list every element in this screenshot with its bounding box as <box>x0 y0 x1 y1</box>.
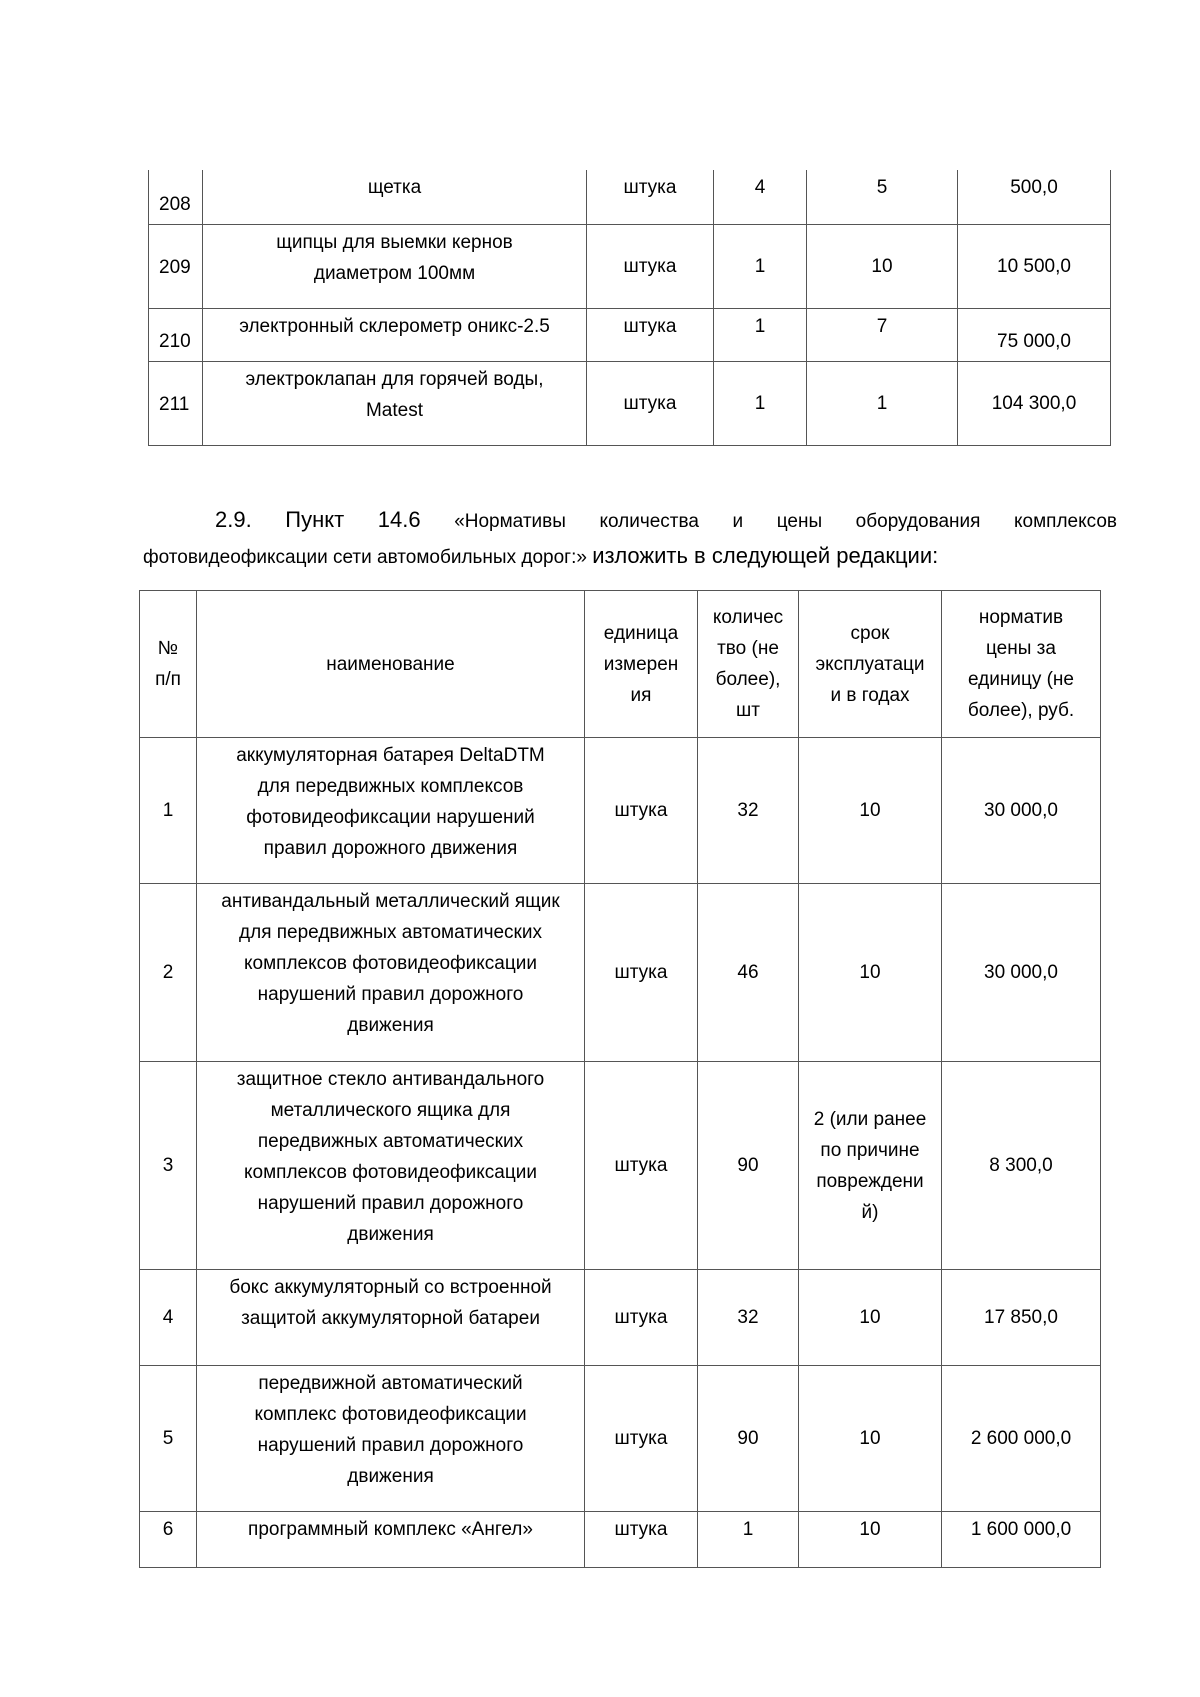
table-header-row <box>140 591 1101 738</box>
item-name <box>197 1270 585 1366</box>
item-qty: 1 <box>714 308 807 361</box>
name-line: комплекс фотовидеофиксации <box>254 1404 527 1425</box>
item-unit: штука <box>585 1270 698 1366</box>
item-qty: 90 <box>698 1366 799 1512</box>
table-row <box>140 738 1101 884</box>
table-row <box>149 361 1111 445</box>
name-line: антивандальный металлический ящик <box>221 891 560 912</box>
row-number: 3 <box>140 1062 197 1270</box>
row-number: 2 <box>140 884 197 1062</box>
header-line: ия <box>630 684 652 706</box>
name-line: комплексов фотовидеофиксации <box>244 953 537 974</box>
name-line: передвижных автоматических <box>257 1131 524 1152</box>
item-unit: штука <box>587 361 714 445</box>
term-line: 2 (или ранее <box>813 1108 927 1130</box>
item-name <box>203 308 587 361</box>
item-qty: 1 <box>714 224 807 308</box>
term-line: 10 <box>859 800 881 821</box>
item-price: 500,0 <box>958 170 1111 224</box>
header-name <box>197 591 585 738</box>
table-row <box>149 224 1111 308</box>
item-unit: штука <box>585 1062 698 1270</box>
previous-items-table <box>148 170 1111 446</box>
row-number: 1 <box>140 738 197 884</box>
item-unit: штука <box>585 1512 698 1568</box>
header-line: количес <box>712 607 784 628</box>
name-line: для передвижных комплексов <box>257 776 524 797</box>
item-unit: штука <box>587 224 714 308</box>
item-qty: 90 <box>698 1062 799 1270</box>
previous-items-body <box>149 170 1111 445</box>
term-line: 10 <box>859 1519 881 1540</box>
name-line: защитное стекло антивандального <box>236 1069 545 1090</box>
paragraph-punkt-number: 14.6 <box>377 507 421 532</box>
header-line: единицу (не <box>967 669 1074 690</box>
name-line: электроклапан для горячей воды, <box>245 368 544 390</box>
item-price: 104 300,0 <box>958 361 1111 445</box>
paragraph-quote-line2: фотовидеофиксации сети автомобильных дорог:» <box>143 547 587 568</box>
table-row <box>140 1512 1101 1568</box>
item-unit: штука <box>587 170 714 224</box>
item-price: 1 600 000,0 <box>942 1512 1101 1568</box>
item-term: 7 <box>807 308 958 361</box>
item-name <box>203 224 587 308</box>
term-line: 10 <box>859 1307 881 1328</box>
name-line: нарушений правил дорожного <box>257 1435 524 1456</box>
row-number: 208 <box>149 170 203 224</box>
row-number: 209 <box>149 224 203 308</box>
name-line: нарушений правил дорожного <box>257 1193 524 1214</box>
name-line: бокс аккумуляторный со встроенной <box>229 1277 552 1298</box>
paragraph-number: 2.9. <box>215 507 252 532</box>
header-line: наименование <box>326 653 455 675</box>
row-number: 5 <box>140 1366 197 1512</box>
item-unit: штука <box>587 308 714 361</box>
item-term <box>799 1366 942 1512</box>
name-line: защитой аккумуляторной батареи <box>241 1308 540 1329</box>
item-name <box>197 738 585 884</box>
item-term: 1 <box>807 361 958 445</box>
name-line: аккумуляторная батарея DeltaDTM <box>236 745 545 766</box>
header-line: более), <box>715 669 781 690</box>
header-line: более), руб. <box>967 700 1075 721</box>
name-line: правил дорожного движения <box>263 838 518 859</box>
item-name <box>197 1512 585 1568</box>
item-term <box>799 738 942 884</box>
header-line: и в годах <box>830 684 910 706</box>
item-term <box>799 1062 942 1270</box>
name-line: диаметром 100мм <box>313 262 476 284</box>
name-line: движения <box>347 1224 434 1245</box>
term-line: повреждени <box>816 1170 924 1192</box>
term-line: 10 <box>859 1428 881 1449</box>
header-term <box>799 591 942 738</box>
item-price: 30 000,0 <box>942 884 1101 1062</box>
name-line: металлического ящика для <box>270 1100 511 1121</box>
name-line: для передвижных автоматических <box>239 922 542 943</box>
header-line: п/п <box>155 669 181 690</box>
name-line: Matest <box>365 399 424 421</box>
header-unit <box>585 591 698 738</box>
item-price: 30 000,0 <box>942 738 1101 884</box>
item-term: 10 <box>807 224 958 308</box>
item-term <box>799 1512 942 1568</box>
item-term <box>799 1270 942 1366</box>
row-number: 211 <box>149 361 203 445</box>
header-line: эксплуатаци <box>815 653 925 675</box>
header-line: срок <box>850 622 890 644</box>
header-line: измерен <box>603 653 679 675</box>
item-price: 8 300,0 <box>942 1062 1101 1270</box>
item-name <box>197 884 585 1062</box>
row-number: 6 <box>140 1512 197 1568</box>
table-row <box>149 170 1111 224</box>
item-unit: штука <box>585 884 698 1062</box>
item-qty: 1 <box>714 361 807 445</box>
term-line: 10 <box>859 962 881 983</box>
table-row <box>140 1270 1101 1366</box>
equipment-norms-table <box>139 590 1101 1568</box>
row-number: 4 <box>140 1270 197 1366</box>
header-num <box>140 591 197 738</box>
name-line: передвижной автоматический <box>258 1373 523 1394</box>
item-term: 5 <box>807 170 958 224</box>
item-qty: 46 <box>698 884 799 1062</box>
paragraph-punkt-word: Пункт <box>285 507 345 532</box>
name-line: фотовидеофиксации нарушений <box>246 807 535 828</box>
name-line: нарушений правил дорожного <box>257 984 524 1005</box>
name-line: движения <box>347 1015 434 1036</box>
name-line: электронный склерометр оникс-2.5 <box>239 315 550 337</box>
table-row <box>140 884 1101 1062</box>
header-line: цены за <box>986 638 1056 659</box>
item-term <box>799 884 942 1062</box>
equipment-norms-body <box>140 591 1101 1568</box>
table-row <box>140 1062 1101 1270</box>
item-unit: штука <box>585 738 698 884</box>
item-qty: 32 <box>698 1270 799 1366</box>
header-line: тво (не <box>717 638 779 659</box>
name-line: движения <box>347 1466 434 1487</box>
term-line: й) <box>861 1201 879 1223</box>
table-row <box>140 1366 1101 1512</box>
header-line: № <box>157 638 179 659</box>
table-row <box>149 308 1111 361</box>
name-line: программный комплекс «Ангел» <box>248 1519 533 1540</box>
header-line: шт <box>736 700 760 721</box>
item-qty: 4 <box>714 170 807 224</box>
header-price <box>942 591 1101 738</box>
item-price: 75 000,0 <box>958 308 1111 361</box>
header-line: единица <box>603 622 679 644</box>
item-name <box>197 1062 585 1270</box>
paragraph-quote-line1: «Нормативы количества и цены оборудования комплексов <box>454 511 1117 532</box>
item-name <box>197 1366 585 1512</box>
header-line: норматив <box>978 607 1064 628</box>
item-name <box>203 170 587 224</box>
header-qty <box>698 591 799 738</box>
name-line: щипцы для выемки кернов <box>276 231 513 253</box>
item-qty: 32 <box>698 738 799 884</box>
item-qty: 1 <box>698 1512 799 1568</box>
item-unit: штука <box>585 1366 698 1512</box>
item-name <box>203 361 587 445</box>
item-price: 2 600 000,0 <box>942 1366 1101 1512</box>
name-line: комплексов фотовидеофиксации <box>244 1162 537 1183</box>
name-line: щетка <box>367 177 422 198</box>
row-number: 210 <box>149 308 203 361</box>
amendment-paragraph-line2 <box>143 536 1117 578</box>
paragraph-action: изложить в следующей редакции: <box>592 543 939 568</box>
item-price: 17 850,0 <box>942 1270 1101 1366</box>
item-price: 10 500,0 <box>958 224 1111 308</box>
term-line: по причине <box>820 1139 920 1161</box>
